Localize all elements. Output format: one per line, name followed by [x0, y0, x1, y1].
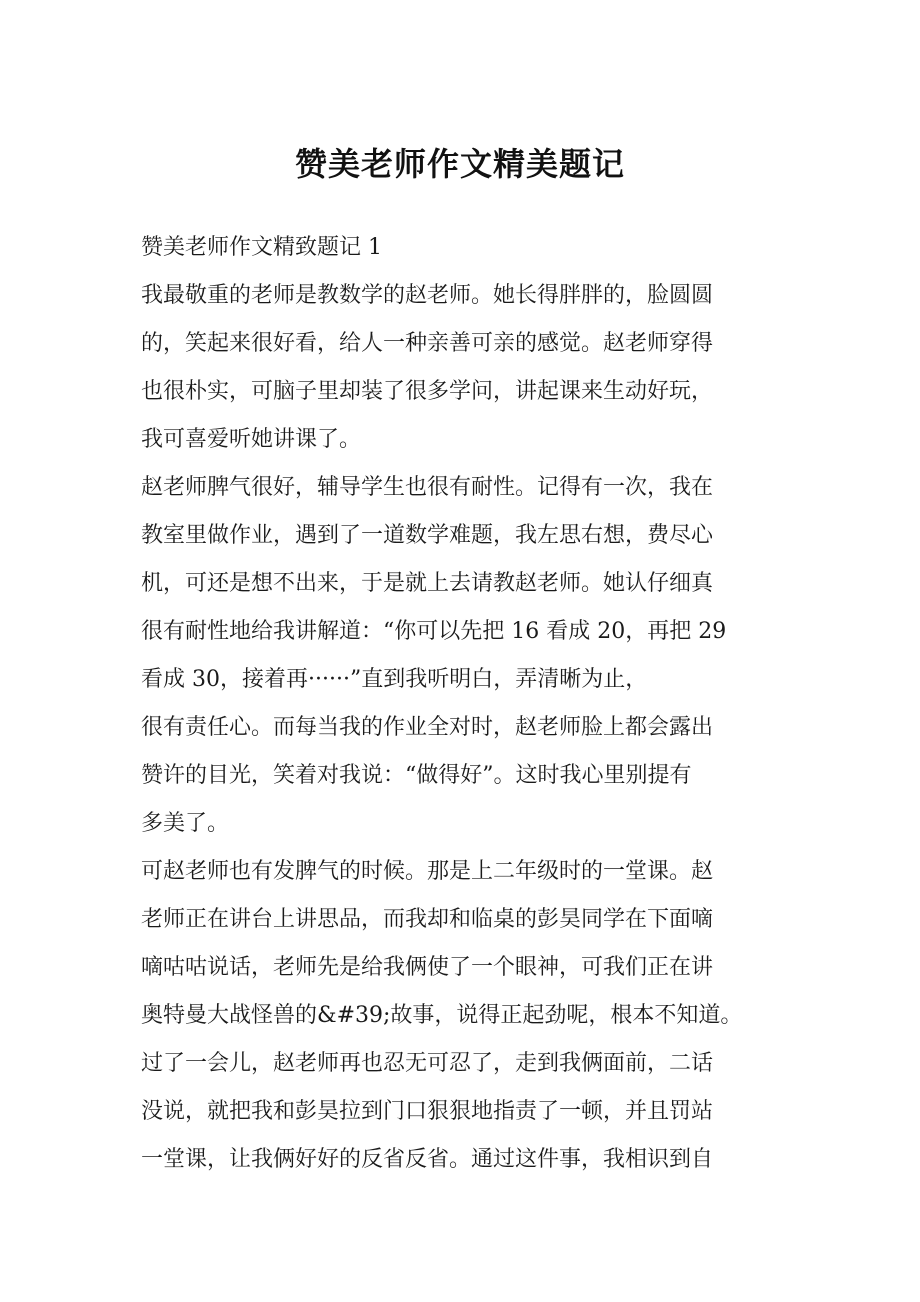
document-title: 赞美老师作文精美题记: [294, 145, 625, 183]
text-line: 赵老师脾气很好，辅导学生也很有耐性。记得有一次，我在: [141, 475, 714, 500]
text-line: 教室里做作业，遇到了一道数学难题，我左思右想，费尽心: [141, 523, 714, 548]
text-line: 嘀咕咕说话，老师先是给我俩使了一个眼神，可我们正在讲: [141, 955, 714, 980]
text-line: 没说，就把我和彭昊拉到门口狠狠地指责了一顿，并且罚站: [141, 1099, 714, 1124]
text-line: 老师正在讲台上讲思品，而我却和临桌的彭昊同学在下面嘀: [141, 907, 714, 932]
text-line: 也很朴实，可脑子里却装了很多学问，讲起课来生动好玩，: [141, 379, 714, 404]
text-line: 可赵老师也有发脾气的时候。那是上二年级时的一堂课。赵: [141, 859, 714, 884]
text-line: 我可喜爱听她讲课了。: [141, 427, 362, 452]
text-line: 的，笑起来很好看，给人一种亲善可亲的感觉。赵老师穿得: [141, 331, 714, 356]
text-line: 很有责任心。而每当我的作业全对时，赵老师脸上都会露出: [141, 715, 714, 740]
text-line: 我最敬重的老师是教数学的赵老师。她长得胖胖的，脸圆圆: [141, 283, 714, 308]
text-line: 赞美老师作文精致题记 1: [141, 235, 382, 260]
text-line: 过了一会儿，赵老师再也忍无可忍了，走到我俩面前，二话: [141, 1051, 714, 1076]
document-body: [141, 224, 801, 1184]
text-line: 机，可还是想不出来，于是就上去请教赵老师。她认仔细真: [141, 571, 714, 596]
text-line: 一堂课，让我俩好好的反省反省。通过这件事，我相识到自: [141, 1147, 714, 1172]
text-line: 奥特曼大战怪兽的&#39;故事，说得正起劲呢，根本不知道。: [141, 1003, 743, 1028]
text-line: 看成 30，接着再······”直到我听明白，弄清晰为止，: [141, 667, 648, 692]
text-line: 多美了。: [141, 811, 230, 836]
text-line: 赞许的目光，笑着对我说：“做得好”。这时我心里别提有: [141, 763, 692, 788]
text-line: 很有耐性地给我讲解道：“你可以先把 16 看成 20，再把 29: [141, 619, 727, 644]
